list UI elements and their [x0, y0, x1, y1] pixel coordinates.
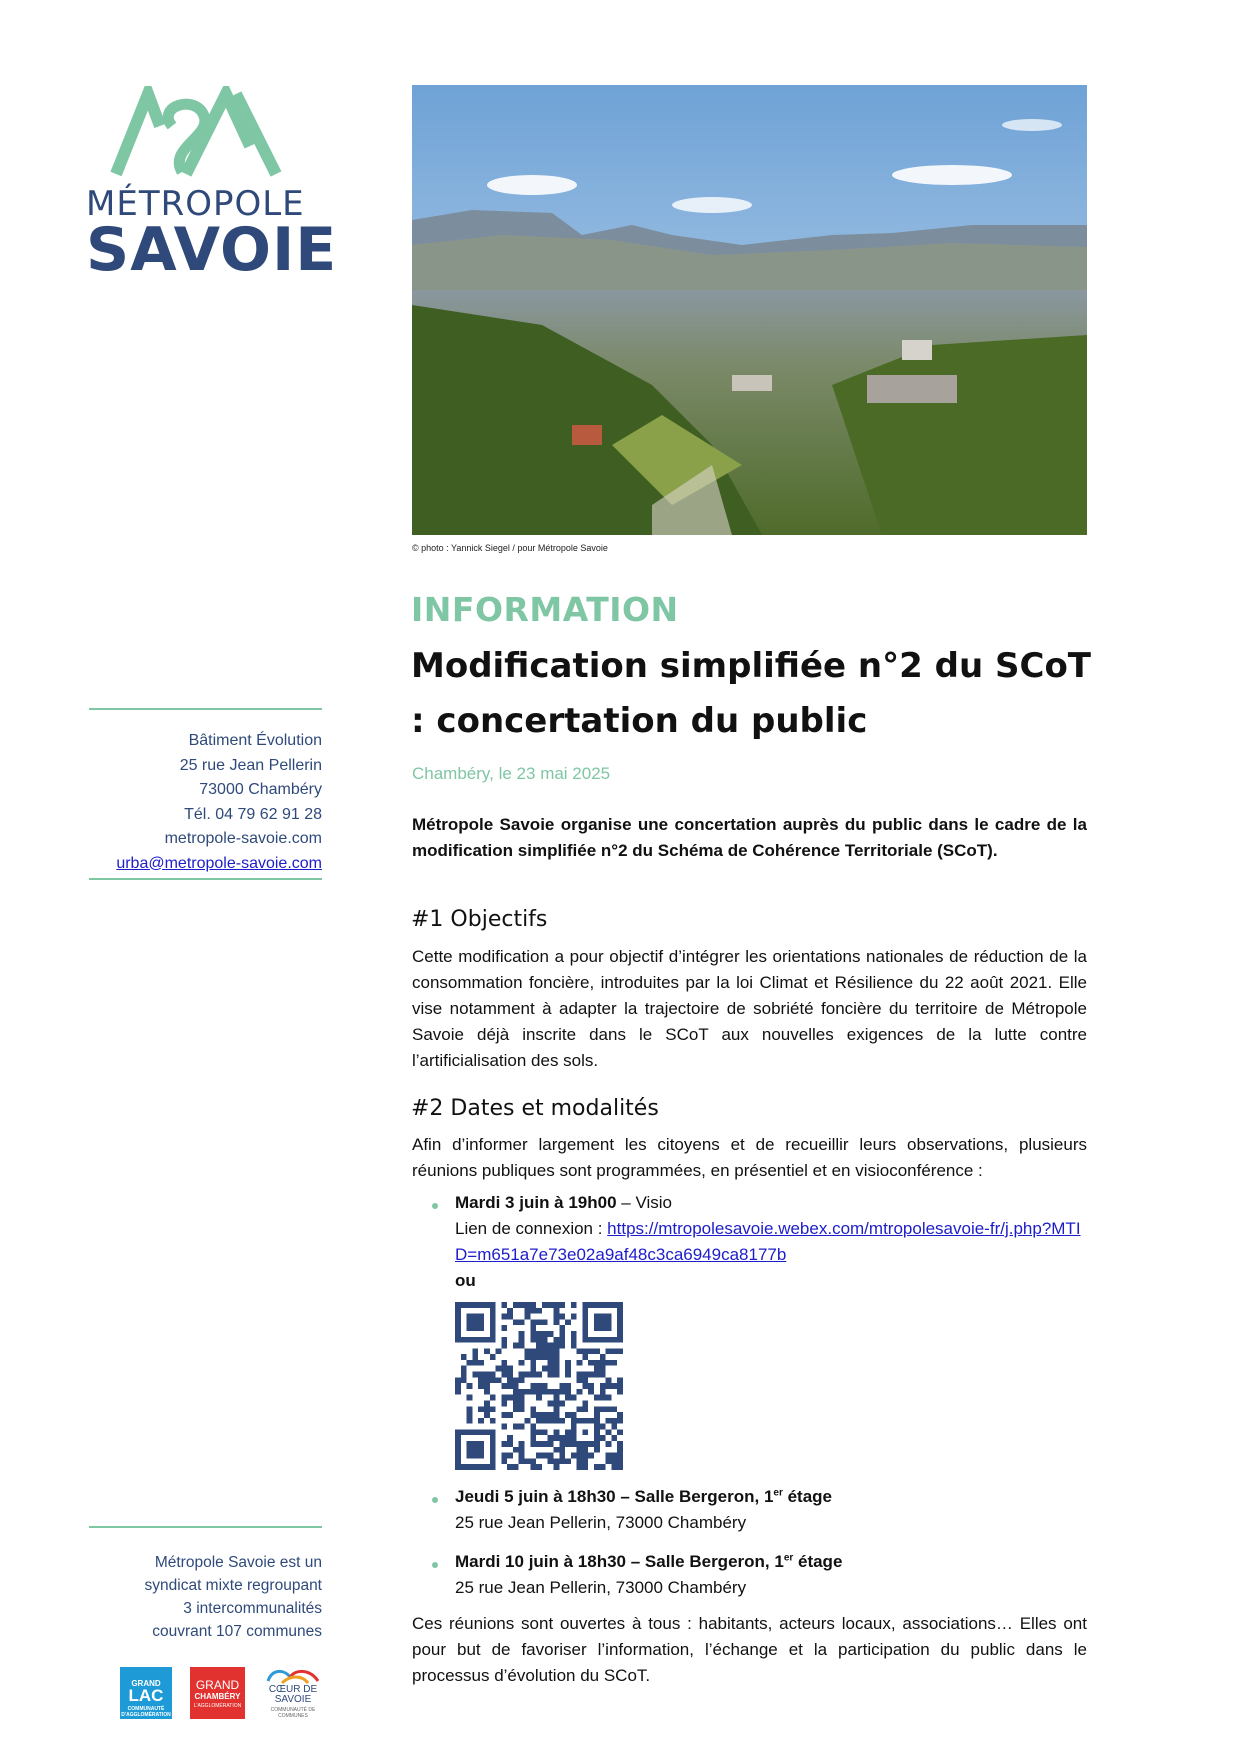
- address-block: [89, 729, 322, 876]
- coeur-de-savoie-name: CŒUR DE SAVOIE: [268, 1684, 318, 1705]
- logo-line-2: SAVOIE: [86, 215, 338, 285]
- section-heading-dates: #2 Dates et modalités: [411, 1096, 659, 1121]
- dates-intro-paragraph: Afin d’informer largement les citoyens et de recueillir leurs observations, plusieurs réunions publiques sont programmées, en présentiel et en visioconférence :: [412, 1135, 1087, 1180]
- meeting-item-mardi-10: [455, 1549, 1087, 1601]
- meeting-address: 25 rue Jean Pellerin, 73000 Chambéry: [455, 1513, 747, 1532]
- about-block: [89, 1551, 322, 1643]
- bullet-icon: [432, 1562, 438, 1568]
- about-line: syndicat mixte regroupant: [144, 1577, 322, 1594]
- dateline: Chambéry, le 23 mai 2025: [412, 764, 611, 783]
- address-city: 73000 Chambéry: [199, 781, 322, 798]
- address-building: Bâtiment Évolution: [188, 732, 322, 749]
- grand-chambery-logo: [190, 1667, 245, 1719]
- logo-line-1: MÉTROPOLE: [86, 184, 305, 224]
- qr-code-icon[interactable]: [455, 1302, 623, 1470]
- meeting-separator: –: [616, 1193, 636, 1212]
- mountain-logo-icon: [86, 86, 326, 182]
- grand-lac-logo: [120, 1667, 172, 1719]
- meeting-floor-sup: er: [773, 1487, 783, 1499]
- grand-chambery-line1: GRAND: [195, 1678, 240, 1692]
- meeting-floor-sup: er: [783, 1552, 794, 1564]
- meeting-item-visio: [455, 1190, 1087, 1294]
- address-street: 25 rue Jean Pellerin: [179, 756, 322, 774]
- coeur-de-savoie-logo: [262, 1667, 324, 1719]
- grand-lac-line3: COMMUNAUTÉ D'AGGLOMÉRATION: [121, 1706, 171, 1718]
- grand-chambery-line2: CHAMBÉRY: [194, 1692, 241, 1701]
- landscape-photo: [412, 85, 1087, 535]
- lead-paragraph: Métropole Savoie organise une concertation auprès du public dans le cadre de la modification simplifiée n°2 du Schéma de Cohérence Territoriale (SCoT).: [412, 815, 1087, 860]
- page-title: Modification simplifiée n°2 du SCoT : concertation du public: [411, 646, 1091, 741]
- chambery-landscape-image: [412, 85, 1087, 535]
- meeting-address: 25 rue Jean Pellerin, 73000 Chambéry: [455, 1578, 747, 1597]
- about-line: 3 intercommunalités: [183, 1600, 322, 1617]
- meeting-floor: étage: [793, 1552, 843, 1571]
- divider: [89, 708, 322, 710]
- address-website[interactable]: metropole-savoie.com: [164, 830, 322, 847]
- address-email-link[interactable]: urba@metropole-savoie.com: [116, 854, 322, 872]
- meeting-date: Mardi 10 juin à 18h30 – Salle Bergeron, 1: [455, 1552, 784, 1571]
- meeting-floor: étage: [782, 1487, 833, 1506]
- meeting-link-label: Lien de connexion :: [455, 1219, 608, 1238]
- coeur-de-savoie-sub: COMMUNAUTÉ DE COMMUNES: [270, 1707, 316, 1719]
- divider: [89, 878, 322, 880]
- divider: [89, 1526, 322, 1528]
- meeting-date: Mardi 3 juin à 19h00: [455, 1193, 617, 1212]
- bullet-icon: [432, 1497, 438, 1503]
- meeting-item-jeudi: [455, 1484, 1087, 1536]
- grand-lac-line1: GRAND: [131, 1679, 161, 1688]
- bullet-icon: [432, 1203, 438, 1209]
- meeting-or: ou: [455, 1271, 476, 1290]
- photo-credit: © photo : Yannick Siegel / pour Métropole Savoie: [412, 543, 608, 553]
- metropole-savoie-logo: [86, 86, 338, 286]
- webex-link[interactable]: https://mtropolesavoie.webex.com/mtropolesavoie-fr/j.php?MTID=m651a7e73e02a9af48c3ca6949ca8177b: [455, 1219, 1081, 1264]
- objectifs-paragraph: Cette modification a pour objectif d’intégrer les orientations nationales de réduction de la consommation foncière, introduites par la loi Climat et Résilience du 22 août 2021. Elle vise notamment à adapter la trajectoire de sobriété foncière du territoire de Métropole Savoie déjà inscrite dans le SCoT aux nouvelles exigences de la lutte contre l’artificialisation des sols.: [412, 947, 1087, 1070]
- address-phone: Tél. 04 79 62 91 28: [184, 805, 322, 823]
- coeur-de-savoie-icon: [262, 1667, 324, 1685]
- about-line: couvrant 107 communes: [152, 1623, 322, 1640]
- meeting-date: Jeudi 5 juin à 18h30 – Salle Bergeron, 1: [455, 1487, 774, 1506]
- grand-chambery-line3: L'AGGLOMÉRATION: [193, 1703, 242, 1709]
- kicker-label: INFORMATION: [411, 590, 679, 629]
- grand-lac-line2: LAC: [128, 1686, 164, 1705]
- about-line: Métropole Savoie est un: [154, 1554, 322, 1571]
- section-heading-objectifs: #1 Objectifs: [411, 907, 548, 932]
- closing-paragraph: Ces réunions sont ouvertes à tous : habitants, acteurs locaux, associations… Elles ont pour but de favoriser l’information, l’échange et la participation du public dans le processus d’évolution du SCoT.: [412, 1614, 1087, 1685]
- meeting-mode: Visio: [635, 1193, 673, 1212]
